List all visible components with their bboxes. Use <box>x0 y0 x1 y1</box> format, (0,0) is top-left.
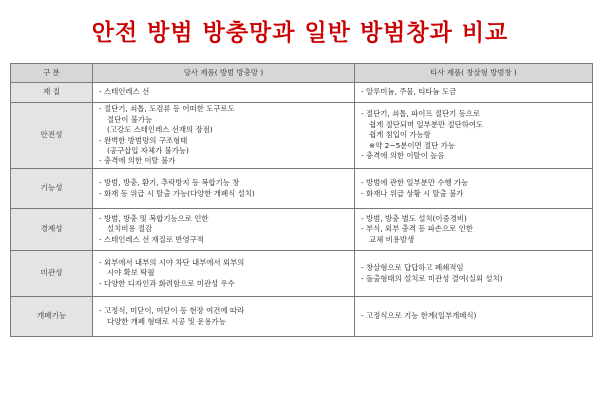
cell-line: - 절단기, 쇠톱, 도검류 등 어떠한 도구로도 <box>99 104 235 114</box>
cell-line: - 방범에 관한 일부분만 수행 가능 <box>361 178 469 188</box>
table-row <box>11 169 593 209</box>
row-category: 안전성 <box>11 103 93 169</box>
cell-line: 설치비용 절감 <box>107 224 153 234</box>
row-category: 개폐기능 <box>11 297 93 337</box>
cell-theirs <box>355 251 593 297</box>
cell-line: 쉽게 침입이 가능함 <box>369 130 431 140</box>
cell-line: - 충격에 의한 이탈 불가 <box>99 156 176 166</box>
table-row <box>11 103 593 169</box>
cell-line: - 돌출형태의 설치로 미관성 결여(실외 설치) <box>361 273 503 283</box>
cell-ours <box>93 297 355 337</box>
cell-line: (고강도 스테인레스 선재의 장점) <box>107 125 213 135</box>
cell-line: 다양한 개폐 형태로 시공 및 운용가능 <box>107 316 226 326</box>
cell-line: - 방범, 방충 별도 설치(이중경비) <box>361 213 467 223</box>
cell-line: 시야 확보 탁월 <box>107 268 155 278</box>
cell-theirs <box>355 169 593 209</box>
cell-line: (공구삽입 자체가 불가능) <box>107 145 189 155</box>
cell-ours <box>93 169 355 209</box>
cell-line: - 화재 등 위급 시 탈출 가능(다양한 개폐식 설치) <box>99 188 255 198</box>
cell-line: - 스테인레스 선 <box>99 87 150 97</box>
cell-line: ※약 2~5분이면 절단 가능 <box>369 140 455 150</box>
cell-line: - 방범, 방충, 환기, 추락방지 등 복합기능 창 <box>99 178 240 188</box>
header-ours: 당사 제품( 방범 방충망 ) <box>93 64 355 83</box>
row-category: 경제성 <box>11 209 93 251</box>
header-category: 구 분 <box>11 64 93 83</box>
cell-line: 절단이 불가능 <box>107 114 153 124</box>
cell-theirs <box>355 209 593 251</box>
cell-theirs <box>355 297 593 337</box>
cell-ours <box>93 209 355 251</box>
cell-line: - 창살형으로 답답하고 폐쇄적임 <box>361 263 464 273</box>
cell-line: - 화재나 위급 상황 시 탈출 불가 <box>361 188 464 198</box>
cell-line: - 스테인레스 선 재질로 반영구적 <box>99 234 204 244</box>
row-category: 기능성 <box>11 169 93 209</box>
cell-line: - 고정식으로 기능 한계(일부개폐식) <box>361 311 477 321</box>
cell-line: 쉽게 절단되며 일부분만 절단하여도 <box>369 119 484 129</box>
cell-line: - 완벽한 방범망의 구조형태 <box>99 135 188 145</box>
cell-line: - 다양한 디자인과 화려함으로 미관성 우수 <box>99 278 235 288</box>
table-row <box>11 251 593 297</box>
cell-theirs <box>355 103 593 169</box>
row-category: 미관성 <box>11 251 93 297</box>
cell-line: 교체 비용발생 <box>369 234 415 244</box>
cell-line: - 고정식, 미닫이, 여닫이 등 현장 여건에 따라 <box>99 306 245 316</box>
cell-theirs <box>355 83 593 103</box>
cell-line: - 방범, 방충 및 복합기능으로 인한 <box>99 213 209 223</box>
cell-line: - 외부에서 내부의 시야 차단 내부에서 외부의 <box>99 257 245 267</box>
table-header-row <box>11 64 593 83</box>
cell-ours <box>93 103 355 169</box>
row-category: 재 질 <box>11 83 93 103</box>
cell-line: - 부식, 외부 충격 등 파손으로 인한 <box>361 224 473 234</box>
table-row <box>11 297 593 337</box>
cell-line: - 알루미늄, 주물, 티타늄 도금 <box>361 87 457 97</box>
cell-line: - 충격에 의한 이탈이 높음 <box>361 151 445 161</box>
page-title: 안전 방범 방충망과 일반 방범창과 비교 <box>91 20 509 46</box>
cell-ours <box>93 83 355 103</box>
comparison-table <box>10 63 593 337</box>
table-row <box>11 209 593 251</box>
table-row <box>11 83 593 103</box>
cell-ours <box>93 251 355 297</box>
cell-line: - 절단기, 쇠톱, 파이프 절단기 등으로 <box>361 109 481 119</box>
header-theirs: 타사 제품( 창살형 방범창 ) <box>355 64 593 83</box>
